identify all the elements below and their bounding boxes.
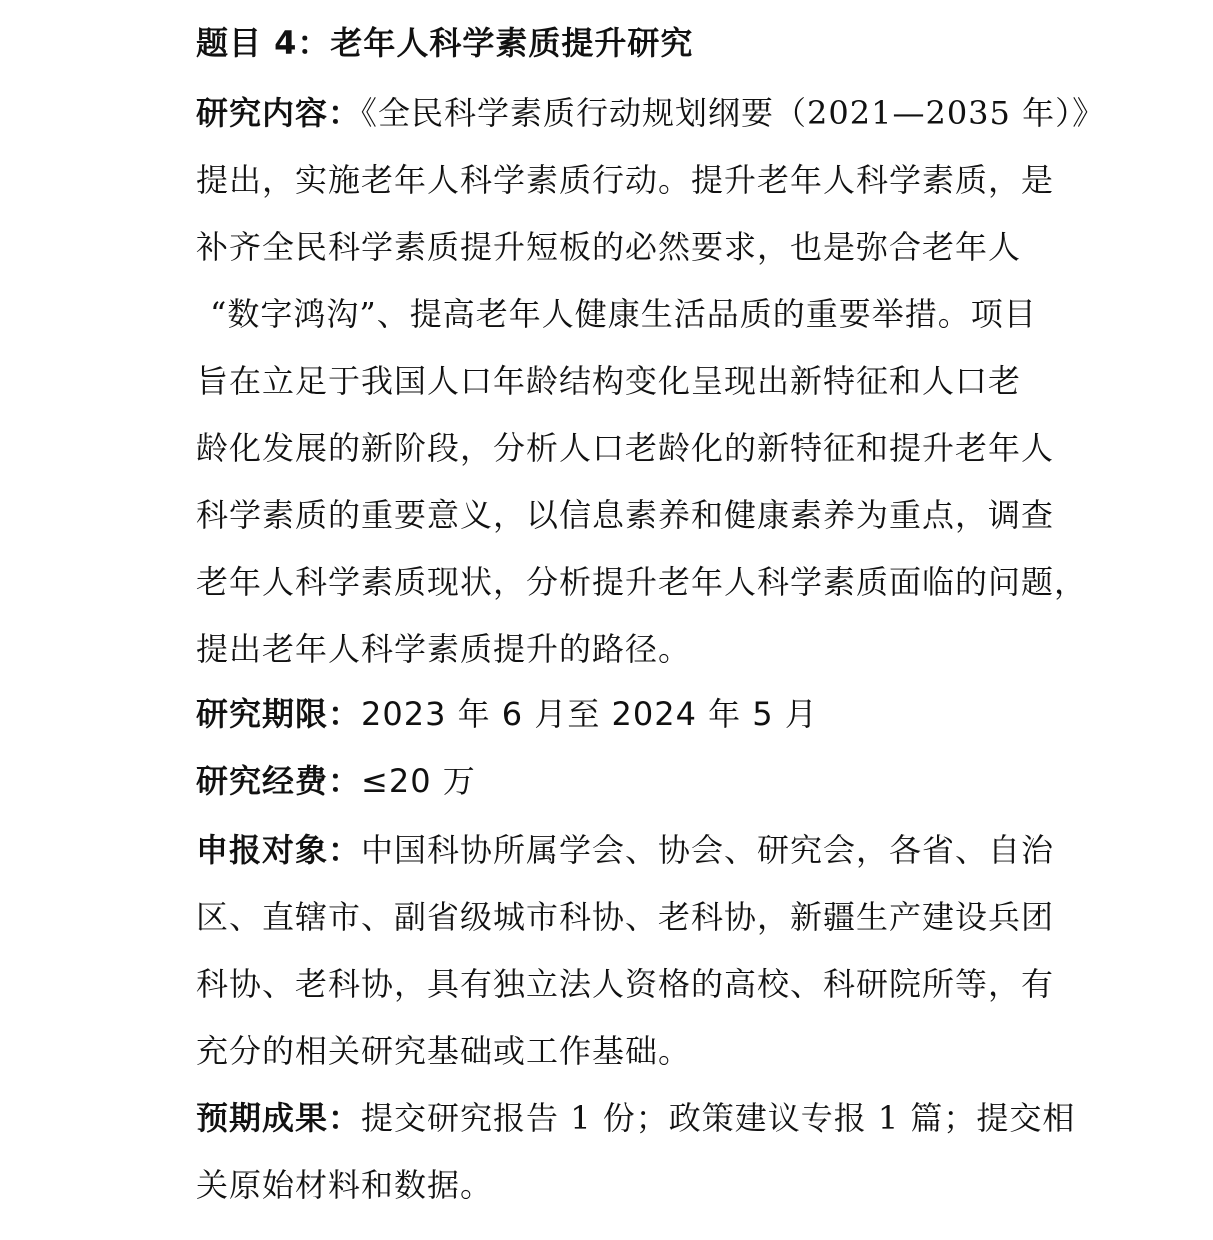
topic-title: 题目 4：老年人科学素质提升研究 [196,24,694,62]
research-content-line-5: 旨在立足于我国人口年龄结构变化呈现出新特征和人口老 [196,362,1022,400]
research-content-first-line [196,80,1106,147]
research-content-line-9: 提出老年人科学素质提升的路径。 [196,630,692,668]
research-period-value: 2023 年 6 月至 2024 年 5 月 [361,695,818,733]
research-content-line-1: 《全民科学素质行动规划纲要（2021—2035 年）》 [361,94,1106,132]
research-content-line-4: “数字鸿沟”、提高老年人健康生活品质的重要举措。项目 [210,295,1037,333]
research-content-label: 研究内容： [196,94,362,132]
expected-outcome-line-1: 提交研究报告 1 份；政策建议专报 1 篇；提交相 [361,1099,1076,1137]
research-period-label: 研究期限： [196,695,362,733]
expected-outcome-first-line [196,1085,1106,1152]
research-content-line-8: 老年人科学素质现状，分析提升老年人科学素质面临的问题， [196,563,1088,601]
applicant-first-line [196,817,1106,884]
research-period-line [196,681,1106,748]
expected-outcome-section [196,1085,1106,1219]
applicant-label: 申报对象： [196,831,362,869]
research-content-line-3: 补齐全民科学素质提升短板的必然要求，也是弥合老年人 [196,228,1022,266]
research-content-section [196,80,1106,683]
research-content-line-6: 龄化发展的新阶段，分析人口老龄化的新特征和提升老年人 [196,429,1055,467]
applicant-line-2: 区、直辖市、副省级城市科协、老科协，新疆生产建设兵团 [196,898,1055,936]
applicant-line-4: 充分的相关研究基础或工作基础。 [196,1032,692,1070]
expected-outcome-line-2: 关原始材料和数据。 [196,1166,494,1204]
expected-outcome-label: 预期成果： [196,1099,362,1137]
applicant-line-3: 科协、老科协，具有独立法人资格的高校、科研院所等，有 [196,965,1055,1003]
research-content-line-2: 提出，实施老年人科学素质行动。提升老年人科学素质，是 [196,161,1055,199]
applicant-section [196,817,1106,1085]
research-budget-label: 研究经费： [196,762,362,800]
applicant-line-1: 中国科协所属学会、协会、研究会，各省、自治 [361,831,1055,869]
research-budget-section [196,748,1106,815]
research-period-section [196,681,1106,748]
research-budget-line [196,748,1106,815]
research-budget-value: ≤20 万 [361,762,476,800]
research-content-line-7: 科学素质的重要意义，以信息素养和健康素养为重点，调查 [196,496,1055,534]
